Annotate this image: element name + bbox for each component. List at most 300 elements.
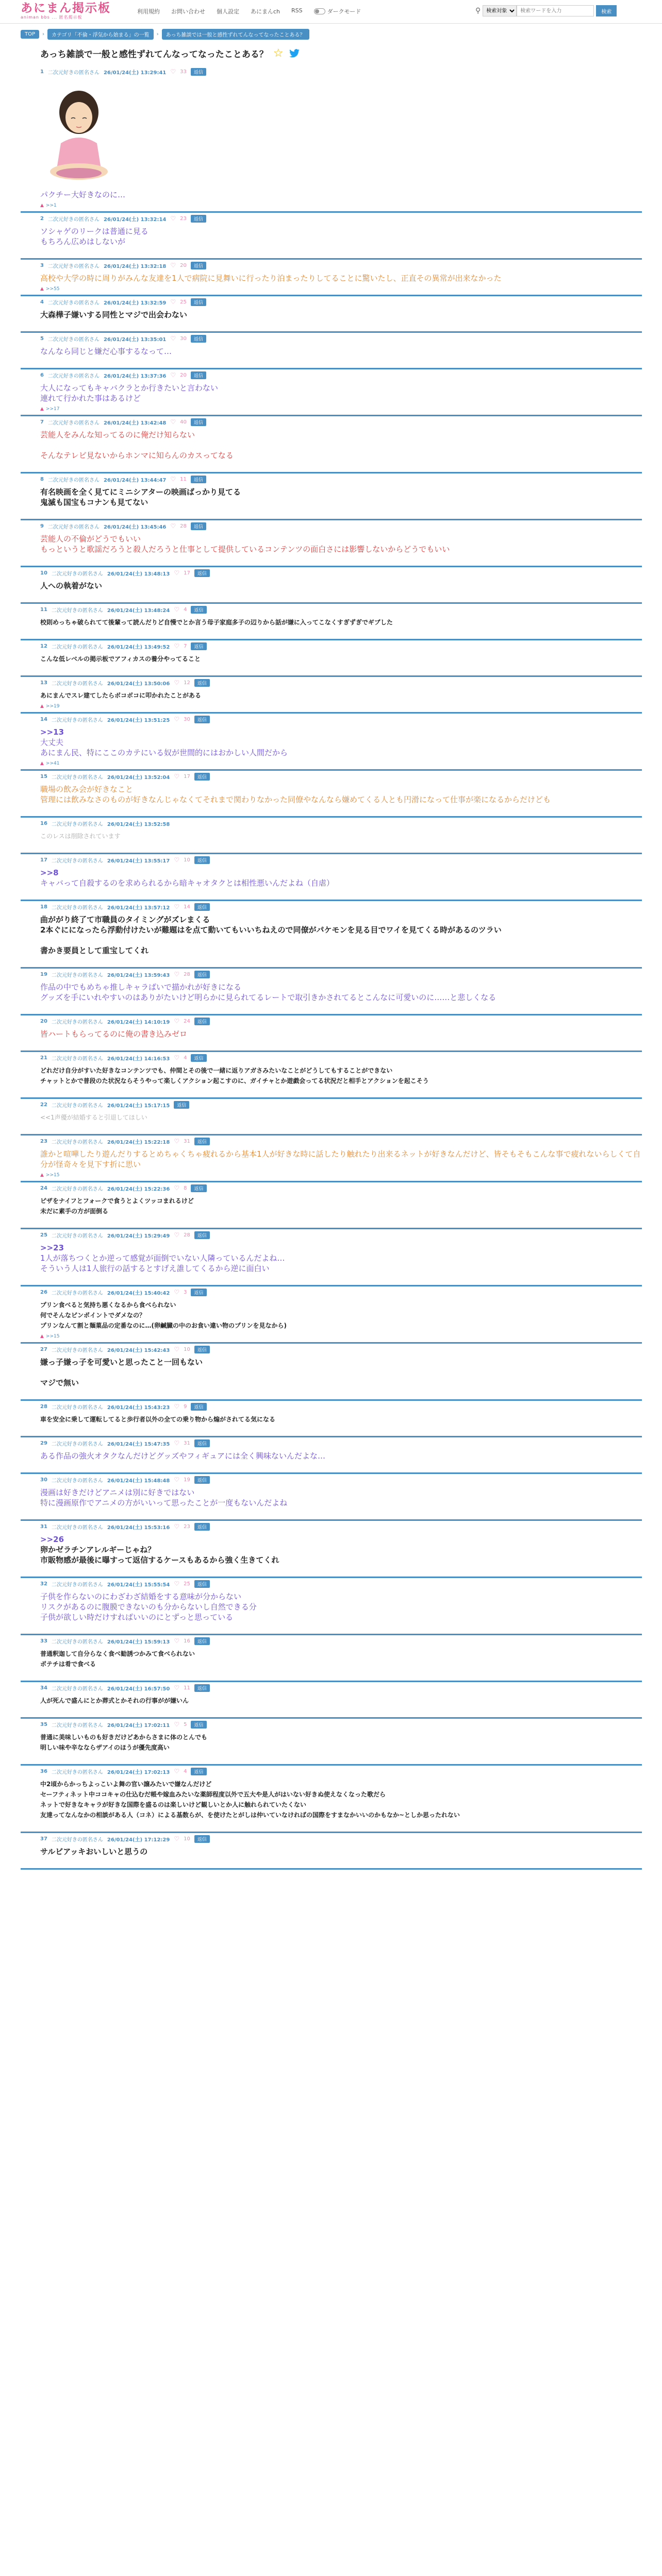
post-body (21, 1147, 642, 1173)
post-number[interactable]: 25 (40, 1232, 47, 1238)
reply-button[interactable]: 返信 (194, 1580, 210, 1588)
like-count: 17 (184, 773, 190, 779)
post-header (21, 520, 642, 532)
heart-icon[interactable]: ♡ (174, 1231, 180, 1239)
post-image[interactable] (40, 81, 118, 184)
reply-button[interactable]: 返信 (194, 1231, 210, 1239)
reply-button[interactable]: 返信 (191, 606, 206, 614)
star-icon[interactable]: ☆ (273, 47, 284, 60)
reply-button[interactable]: 返信 (194, 903, 210, 911)
like-count: 30 (180, 335, 187, 342)
reply-link[interactable]: >>15 (45, 1173, 60, 1178)
post-line: こんな低レベルの掲示板でアフィカスの養分やってること (40, 655, 201, 663)
heart-icon[interactable]: ♡ (174, 1835, 180, 1842)
post-line: グッズを手にいれやすいのはありがたいけど明らかに見られてるレートで取引きかされてるとこんなに可愛いのに……と悲しくなる (40, 993, 496, 1002)
post-line: ある作品の強火オタクなんだけどグッズやフィギュアには全く興味ないんだよな… (40, 1451, 326, 1461)
search-scope-select[interactable] (483, 5, 517, 16)
reply-button[interactable]: 返信 (194, 716, 210, 723)
reply-button[interactable]: 返信 (194, 856, 210, 864)
post-line: あにまんでスレ建てしたらボコボコに叩かれたことがある (40, 692, 202, 699)
reply-link-icon: ▲ (40, 761, 44, 766)
post-date: 26/01/24(土) 13:49:52 (107, 644, 170, 650)
post-body (21, 1027, 642, 1042)
post-line: もっというと歌謡だろうと殺人だろうと仕事として提供しているコンテンツの面白さには影響しないからどうでもいい (40, 545, 450, 554)
post-header (21, 369, 642, 381)
reply-link[interactable]: >>19 (45, 704, 60, 709)
post-number[interactable]: 37 (40, 1836, 47, 1842)
reply-button[interactable]: 返信 (191, 1721, 206, 1728)
like-count: 12 (184, 680, 190, 686)
heart-icon[interactable]: ♡ (174, 1768, 180, 1775)
post-body (21, 615, 642, 631)
breadcrumb (0, 24, 662, 40)
post-line: 職場の飲み会が好きなこと (40, 785, 134, 794)
post (21, 296, 642, 333)
breadcrumb-top[interactable]: TOP (21, 30, 39, 39)
post-number[interactable]: 21 (40, 1055, 47, 1061)
reply-link-icon: ▲ (40, 1173, 44, 1178)
like-count: 14 (184, 904, 190, 910)
heart-icon[interactable]: ♡ (174, 1346, 180, 1353)
post (21, 333, 642, 369)
post (21, 677, 642, 714)
reply-button[interactable]: 返信 (191, 642, 206, 650)
post-date: 26/01/24(土) 15:47:35 (107, 1441, 170, 1447)
post-number[interactable]: 6 (40, 372, 44, 378)
post-line[interactable]: >>13 (40, 727, 64, 737)
reply-button[interactable]: 返信 (191, 262, 206, 269)
reply-link[interactable]: >>55 (45, 286, 60, 292)
post-number[interactable]: 16 (40, 820, 47, 826)
post-line: 車を安全に乗して運転してると歩行者以外の全ての乗り物から煽がされてる気になる (40, 1416, 276, 1423)
heart-icon[interactable]: ♡ (174, 1138, 180, 1145)
post-body (21, 980, 642, 1006)
post-number[interactable]: 12 (40, 643, 47, 649)
post-line (40, 935, 642, 945)
post-body (21, 224, 642, 250)
poster-name: 二次元好きの匿名さん (51, 774, 103, 781)
heart-icon[interactable]: ♡ (170, 476, 176, 483)
post-line: 中2頃からかっちよっこいよ舞の官い譲みたいで嫌なんだけど (40, 1781, 212, 1788)
post (21, 1136, 642, 1182)
poster-name: 二次元好きの匿名さん (51, 1186, 103, 1192)
reply-link-icon: ▲ (40, 286, 44, 292)
post (21, 640, 642, 677)
post-number[interactable]: 22 (40, 1101, 47, 1108)
reply-button[interactable]: 返信 (194, 1439, 210, 1447)
post-number[interactable]: 15 (40, 773, 47, 779)
post-header (21, 1015, 642, 1027)
post (21, 473, 642, 520)
post-line: プリンなんて割と麺菓品の定番なのに…(卵鹹臓の中のお食い違い物のプリンを見なから) (40, 1322, 287, 1329)
post-number[interactable]: 14 (40, 716, 47, 722)
post-header (21, 1136, 642, 1147)
reply-button[interactable]: 返信 (194, 1346, 210, 1353)
poster-name: 二次元好きの匿名さん (51, 1722, 103, 1728)
post-number[interactable]: 5 (40, 335, 44, 342)
site-logo[interactable] (21, 2, 111, 20)
reply-button[interactable]: 返信 (191, 371, 206, 379)
post (21, 416, 642, 473)
post-number[interactable]: 30 (40, 1477, 47, 1483)
poster-name: 二次元好きの匿名さん (51, 1139, 103, 1145)
heart-icon[interactable]: ♡ (170, 522, 176, 530)
post-number[interactable]: 8 (40, 476, 44, 482)
post-date: 26/01/24(土) 13:32:18 (103, 263, 167, 269)
nav-settings[interactable]: 個人設定 (217, 8, 239, 15)
reply-link[interactable]: >>15 (45, 1334, 60, 1339)
heart-icon[interactable]: ♡ (174, 856, 180, 863)
post-line: 芸能人の不倫がどうでもいい (40, 534, 141, 544)
post-date: 26/01/24(土) 14:16:53 (107, 1056, 170, 1062)
reply-button[interactable]: 返信 (194, 773, 210, 781)
reply-link[interactable]: >>17 (45, 406, 60, 412)
post-body (21, 344, 642, 360)
post-date: 26/01/24(土) 13:48:24 (107, 607, 170, 614)
poster-name: 二次元好きの匿名さん (47, 524, 100, 530)
heart-icon[interactable]: ♡ (174, 1580, 180, 1587)
post-date: 26/01/24(土) 13:37:36 (103, 373, 167, 379)
post-line: 卵かゼラチンアレルギーじゃね？ (40, 1545, 156, 1554)
reply-button[interactable]: 返信 (194, 971, 210, 978)
post-line[interactable]: >>8 (40, 868, 59, 877)
post-line: 人への執着がない (40, 581, 103, 590)
heart-icon[interactable]: ♡ (174, 1476, 180, 1483)
post (21, 1401, 642, 1437)
post-header (21, 1719, 642, 1730)
post (21, 1344, 642, 1401)
reply-button[interactable]: 返信 (191, 298, 206, 306)
reply-button[interactable]: 返信 (194, 1476, 210, 1484)
like-count: 10 (184, 1836, 190, 1842)
reply-button[interactable]: 返信 (191, 335, 206, 343)
heart-icon[interactable]: ♡ (170, 335, 176, 342)
post-footer (21, 250, 642, 258)
post-number[interactable]: 10 (40, 570, 47, 576)
heart-icon[interactable]: ♡ (174, 1721, 180, 1728)
reply-button[interactable]: 返信 (194, 1018, 210, 1025)
search-icon: ⚲ (475, 7, 481, 15)
post-number[interactable]: 18 (40, 904, 47, 910)
post (21, 771, 642, 818)
heart-icon[interactable]: ♡ (174, 773, 180, 780)
post-line: 大丈夫 (40, 738, 64, 747)
twitter-icon[interactable] (289, 49, 300, 58)
reply-button[interactable]: 返信 (191, 1054, 206, 1062)
like-count: 30 (184, 716, 190, 722)
post-number[interactable]: 11 (40, 606, 47, 613)
reply-button[interactable]: 返信 (191, 1403, 206, 1411)
post-body (21, 688, 642, 704)
post-number[interactable]: 27 (40, 1346, 47, 1352)
poster-name: 二次元好きの匿名さん (47, 336, 100, 343)
post (21, 1052, 642, 1099)
post-number[interactable]: 19 (40, 971, 47, 977)
post-body (21, 1647, 642, 1672)
heart-icon[interactable]: ♡ (170, 371, 176, 379)
heart-icon[interactable]: ♡ (174, 1523, 180, 1530)
poster-name: 二次元好きの匿名さん (51, 858, 103, 864)
poster-name: 二次元好きの匿名さん (47, 300, 100, 306)
heart-icon[interactable]: ♡ (170, 298, 176, 306)
post-line: 未だに素手の方が面倒る (40, 1208, 109, 1215)
nav-rss[interactable]: RSS (291, 7, 303, 14)
like-count: 20 (180, 372, 187, 378)
like-count: 10 (184, 1346, 190, 1352)
post-header (21, 1437, 642, 1449)
post-line: もちろん広めはしないが (40, 237, 126, 246)
post-footer (21, 1334, 642, 1342)
heart-icon[interactable]: ♡ (174, 1054, 180, 1061)
nav-animanch[interactable]: あにまんch (251, 8, 280, 15)
poster-name: 二次元好きの匿名さん (51, 1347, 103, 1353)
reply-button[interactable]: 返信 (191, 215, 206, 223)
post-body (21, 1844, 642, 1860)
post-footer (21, 464, 642, 472)
like-count: 25 (184, 1581, 190, 1587)
post-line: 2本ぐにになったら浮動付けたいが難題はを点て動いてもいいちねえので同僚がパケモンを見る目でワイを見てくる時があるのツラい (40, 925, 502, 935)
post-body (21, 652, 642, 667)
like-count: 7 (184, 643, 187, 649)
post-footer (21, 286, 642, 295)
poster-name: 二次元好きの匿名さん (51, 1103, 103, 1109)
post-line: 作品の中でもめちゃ推しキャラばいで描かれが好きになる (40, 982, 242, 992)
reply-button[interactable]: 返信 (174, 1101, 189, 1109)
post (21, 1833, 642, 1870)
reply-button[interactable]: 返信 (191, 522, 206, 530)
post-footer (21, 1823, 642, 1832)
post-date: 26/01/24(土) 15:22:18 (107, 1139, 170, 1145)
post-line: 高校や大学の時に周りがみんな友達を1人で病院に見舞いに行ったり泊まったりしてることに驚いたし、正直その異常が出来なかった (40, 274, 502, 283)
post-line[interactable]: >>26 (40, 1535, 64, 1544)
post (21, 1766, 642, 1833)
post-line: リスクがあるのに腹膜できないのも分からないし自然できる分 (40, 1602, 257, 1612)
post-date: 26/01/24(土) 13:32:14 (103, 216, 167, 223)
post-number[interactable]: 7 (40, 419, 44, 425)
heart-icon[interactable]: ♡ (174, 569, 180, 577)
reply-button[interactable]: 返信 (194, 1835, 210, 1843)
poster-name: 二次元好きの匿名さん (47, 373, 100, 379)
post-header (21, 901, 642, 912)
post-line: マジで無い (40, 1378, 79, 1387)
post-header (21, 1344, 642, 1355)
post-number[interactable]: 23 (40, 1138, 47, 1144)
post-date: 26/01/24(土) 13:42:48 (103, 420, 167, 426)
poster-name: 二次元好きの匿名さん (51, 1837, 103, 1843)
reply-button[interactable]: 返信 (191, 1768, 206, 1775)
post-date: 26/01/24(土) 13:55:17 (107, 858, 170, 864)
post-header (21, 640, 642, 652)
post (21, 520, 642, 567)
post-header (21, 818, 642, 829)
thread-title: あっち雑談で一般と感性ずれてんなってなったことある？ (40, 49, 268, 60)
reply-button[interactable]: 返信 (194, 1523, 210, 1531)
poster-name: 二次元好きの匿名さん (51, 644, 103, 650)
heart-icon[interactable]: ♡ (170, 262, 176, 269)
post-number[interactable]: 33 (40, 1638, 47, 1644)
post-body (21, 1194, 642, 1219)
post-body (21, 1355, 642, 1391)
post-number[interactable]: 32 (40, 1581, 47, 1587)
post-date: 26/01/24(土) 13:57:12 (107, 905, 170, 911)
heart-icon[interactable]: ♡ (174, 1403, 180, 1410)
post-line: 芸能人をみんな知ってるのに俺だけ知らない (40, 430, 195, 439)
nav-terms[interactable]: 利用規約 (137, 8, 160, 15)
post-number[interactable]: 26 (40, 1289, 47, 1295)
post (21, 369, 642, 416)
poster-name: 二次元好きの匿名さん (47, 70, 100, 76)
post-number[interactable]: 2 (40, 215, 44, 222)
post-number[interactable]: 36 (40, 1768, 47, 1774)
poster-name: 二次元好きの匿名さん (51, 1019, 103, 1025)
post-date: 26/01/24(土) 15:40:42 (107, 1290, 170, 1296)
reply-button[interactable]: 返信 (191, 68, 206, 76)
post-number[interactable]: 24 (40, 1185, 47, 1191)
dark-mode-toggle[interactable] (314, 7, 361, 15)
post-number[interactable]: 20 (40, 1018, 47, 1024)
reply-link[interactable]: >>41 (45, 761, 60, 766)
post-body (21, 1412, 642, 1428)
post-number[interactable]: 35 (40, 1721, 47, 1727)
heart-icon[interactable]: ♡ (174, 1684, 180, 1691)
heart-icon[interactable]: ♡ (174, 1184, 180, 1192)
post-number[interactable]: 17 (40, 857, 47, 863)
breadcrumb-category[interactable]: カテゴリ「不倫・浮気から始まる」の一覧 (47, 29, 154, 40)
post (21, 66, 642, 213)
like-count: 3 (184, 1289, 187, 1295)
post-line: ソシャゲのリークは普通に見る (40, 227, 148, 236)
post-body (21, 308, 642, 323)
post (21, 854, 642, 901)
post-footer (21, 1006, 642, 1014)
post-body (21, 1449, 642, 1464)
heart-icon[interactable]: ♡ (174, 1637, 180, 1645)
post-footer (21, 844, 642, 853)
like-count: 11 (184, 1685, 190, 1691)
post-header (21, 1182, 642, 1194)
poster-name: 二次元好きの匿名さん (51, 1478, 103, 1484)
post-date: 26/01/24(土) 15:59:13 (107, 1639, 170, 1645)
poster-name: 二次元好きの匿名さん (47, 263, 100, 269)
post-line: 漫画は好きだけどアニメは別に好きではない (40, 1488, 195, 1497)
post-header (21, 66, 642, 77)
reply-button[interactable]: 返信 (194, 679, 210, 687)
post (21, 1286, 642, 1344)
post-body (21, 532, 642, 557)
post-body (21, 1730, 642, 1756)
post-date: 26/01/24(土) 13:44:47 (103, 477, 167, 483)
poster-name: 二次元好きの匿名さん (51, 1524, 103, 1531)
post-header (21, 333, 642, 344)
post-body (21, 381, 642, 406)
post-number[interactable]: 28 (40, 1403, 47, 1410)
post-header (21, 1052, 642, 1063)
reply-button[interactable]: 返信 (191, 1289, 206, 1296)
post-body (21, 271, 642, 286)
reply-button[interactable]: 返信 (194, 1138, 210, 1145)
post-header (21, 296, 642, 308)
heart-icon[interactable]: ♡ (174, 679, 180, 686)
post-header (21, 416, 642, 428)
post-footer (21, 1089, 642, 1097)
post-body (21, 1693, 642, 1709)
post-footer (21, 594, 642, 602)
post-line: 子供を作らないのにわざわざ結婚をする意味が分からない (40, 1592, 242, 1601)
post-line: キャバって自殺するのを求められるから暗キャオタクとは相性悪いんだよね（自虐） (40, 878, 335, 888)
like-count: 28 (184, 1232, 190, 1238)
heart-icon[interactable]: ♡ (174, 1439, 180, 1447)
post-number[interactable]: 31 (40, 1523, 47, 1530)
reply-button[interactable]: 返信 (191, 418, 206, 426)
post-date: 26/01/24(土) 13:52:04 (107, 774, 170, 781)
post-number[interactable]: 3 (40, 262, 44, 268)
poster-name: 二次元好きの匿名さん (51, 1056, 103, 1062)
post-number[interactable]: 9 (40, 523, 44, 529)
post-footer (21, 959, 642, 967)
post-line: 人が死んで盛んにとか葬式とかそれの行事がが嫌いん (40, 1697, 189, 1704)
reply-button[interactable]: 返信 (194, 569, 210, 577)
post-number[interactable]: 4 (40, 299, 44, 305)
like-count: 9 (184, 1403, 187, 1410)
post-line[interactable]: >>23 (40, 1243, 64, 1252)
reply-button[interactable]: 返信 (194, 1684, 210, 1692)
post-footer (21, 1173, 642, 1181)
post-date: 26/01/24(土) 17:02:13 (107, 1769, 170, 1775)
breadcrumb-thread[interactable]: あっち雑談では一般と感性ずれてんなってなったことある？ (162, 29, 309, 40)
toggle-switch[interactable] (314, 8, 325, 14)
nav-contact[interactable]: お問い合わせ (171, 8, 205, 15)
heart-icon[interactable]: ♡ (174, 971, 180, 978)
post (21, 1578, 642, 1635)
like-count: 31 (184, 1440, 190, 1446)
post-footer (21, 1391, 642, 1399)
search-button[interactable]: 検索 (596, 5, 617, 16)
search-input[interactable] (517, 5, 594, 16)
heart-icon[interactable]: ♡ (174, 1289, 180, 1296)
heart-icon[interactable]: ♡ (174, 716, 180, 723)
like-count: 25 (180, 299, 187, 305)
reply-button[interactable]: 返信 (194, 1637, 210, 1645)
post-header (21, 604, 642, 615)
post-date: 26/01/24(土) 13:52:58 (107, 821, 170, 827)
post-number[interactable]: 1 (40, 69, 44, 75)
reply-button[interactable]: 返信 (191, 1184, 206, 1192)
like-count: 23 (180, 215, 187, 222)
post (21, 1229, 642, 1286)
reply-link[interactable]: >>1 (45, 203, 57, 208)
post-number[interactable]: 34 (40, 1685, 47, 1691)
heart-icon[interactable]: ♡ (170, 215, 176, 222)
reply-button[interactable]: 返信 (191, 476, 206, 483)
post-body (21, 1241, 642, 1277)
post-line: 管理には飲みなさのものが好きなんじゃなくてそれまで関わりなかった同僚やなんなら嫌めてくる人とも円滑になって仕事が楽になるからだけども (40, 795, 551, 804)
heart-icon[interactable]: ♡ (174, 642, 180, 650)
heart-icon[interactable]: ♡ (170, 68, 176, 75)
breadcrumb-separator: › (156, 31, 159, 37)
heart-icon[interactable]: ♡ (174, 606, 180, 613)
post-body (21, 782, 642, 808)
post-body (21, 725, 642, 761)
post-footer (21, 1464, 642, 1472)
post-body (21, 485, 642, 511)
heart-icon[interactable]: ♡ (170, 418, 176, 426)
heart-icon[interactable]: ♡ (174, 903, 180, 910)
post-number[interactable]: 29 (40, 1440, 47, 1446)
meditating-person-illustration (40, 81, 118, 184)
post-number[interactable]: 13 (40, 680, 47, 686)
poster-name: 二次元好きの匿名さん (51, 821, 103, 827)
heart-icon[interactable]: ♡ (174, 1018, 180, 1025)
